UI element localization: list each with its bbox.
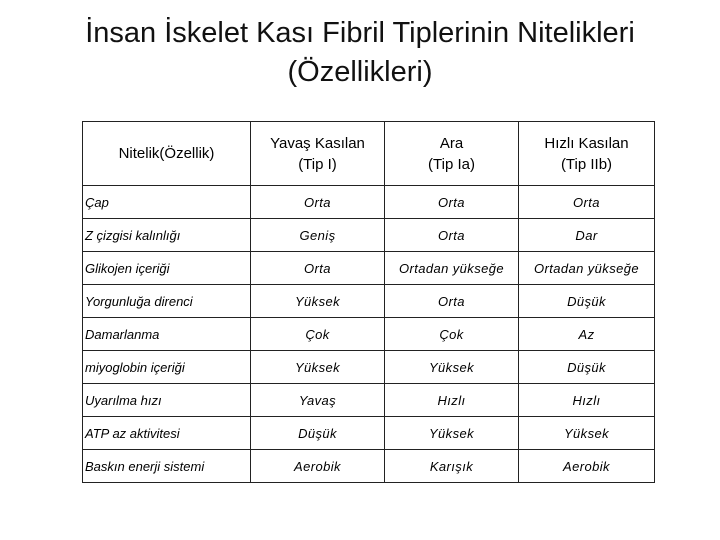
- row-label: ATP az aktivitesi: [83, 417, 251, 450]
- table-cell: Hızlı: [519, 384, 655, 417]
- table-cell: Dar: [519, 219, 655, 252]
- row-label: Damarlanma: [83, 318, 251, 351]
- table-cell: Çok: [251, 318, 385, 351]
- header-slow-twitch-name: Yavaş Kasılan: [270, 134, 365, 152]
- table-cell: Yüksek: [385, 351, 519, 384]
- fiber-types-table: [82, 121, 655, 483]
- title-line-2: (Özellikleri): [287, 56, 433, 88]
- table-cell: Düşük: [519, 285, 655, 318]
- table-cell: Orta: [385, 285, 519, 318]
- row-label: Uyarılma hızı: [83, 384, 251, 417]
- row-label: Z çizgisi kalınlığı: [83, 219, 251, 252]
- table-cell: Yüksek: [519, 417, 655, 450]
- table-cell: Ortadan yükseğe: [385, 252, 519, 285]
- title-line-1: İnsan İskelet Kası Fibril Tiplerinin Nitelikleri: [85, 17, 635, 49]
- table-cell: Hızlı: [385, 384, 519, 417]
- row-label: Glikojen içeriği: [83, 252, 251, 285]
- table-row: [83, 252, 655, 285]
- table-cell: Orta: [251, 252, 385, 285]
- table-row: [83, 351, 655, 384]
- table-cell: Orta: [519, 186, 655, 219]
- table-cell: Aerobik: [519, 450, 655, 483]
- table-header-row: [83, 122, 655, 186]
- table-row: [83, 450, 655, 483]
- table-cell: Orta: [385, 219, 519, 252]
- row-label: miyoglobin içeriği: [83, 351, 251, 384]
- table-cell: Yavaş: [251, 384, 385, 417]
- table-cell: Orta: [251, 186, 385, 219]
- header-intermediate-type: (Tip Ia): [428, 155, 475, 173]
- table-cell: Yüksek: [251, 285, 385, 318]
- row-label: Baskın enerji sistemi: [83, 450, 251, 483]
- table-row: [83, 384, 655, 417]
- page-title: [0, 14, 720, 92]
- table-row: [83, 219, 655, 252]
- table-cell: Ortadan yükseğe: [519, 252, 655, 285]
- table-cell: Düşük: [519, 351, 655, 384]
- row-label: Yorgunluğa direnci: [83, 285, 251, 318]
- table-row: [83, 417, 655, 450]
- table-cell: Çok: [385, 318, 519, 351]
- table-row: [83, 285, 655, 318]
- table-cell: Aerobik: [251, 450, 385, 483]
- header-property: Nitelik(Özellik): [83, 122, 251, 186]
- header-slow-twitch-type: (Tip I): [298, 155, 337, 173]
- row-label: Çap: [83, 186, 251, 219]
- table-row: [83, 318, 655, 351]
- table-cell: Orta: [385, 186, 519, 219]
- table-cell: Az: [519, 318, 655, 351]
- header-fast-twitch-name: Hızlı Kasılan: [544, 134, 629, 152]
- table-cell: Geniş: [251, 219, 385, 252]
- table-cell: Yüksek: [385, 417, 519, 450]
- table-cell: Düşük: [251, 417, 385, 450]
- table-cell: Karışık: [385, 450, 519, 483]
- header-slow-twitch: [251, 122, 385, 186]
- table-cell: Yüksek: [251, 351, 385, 384]
- header-fast-twitch-type: (Tip IIb): [560, 155, 613, 173]
- header-fast-twitch: [519, 122, 655, 186]
- table-row: [83, 186, 655, 219]
- header-intermediate-name: Ara: [439, 134, 464, 152]
- header-intermediate: [385, 122, 519, 186]
